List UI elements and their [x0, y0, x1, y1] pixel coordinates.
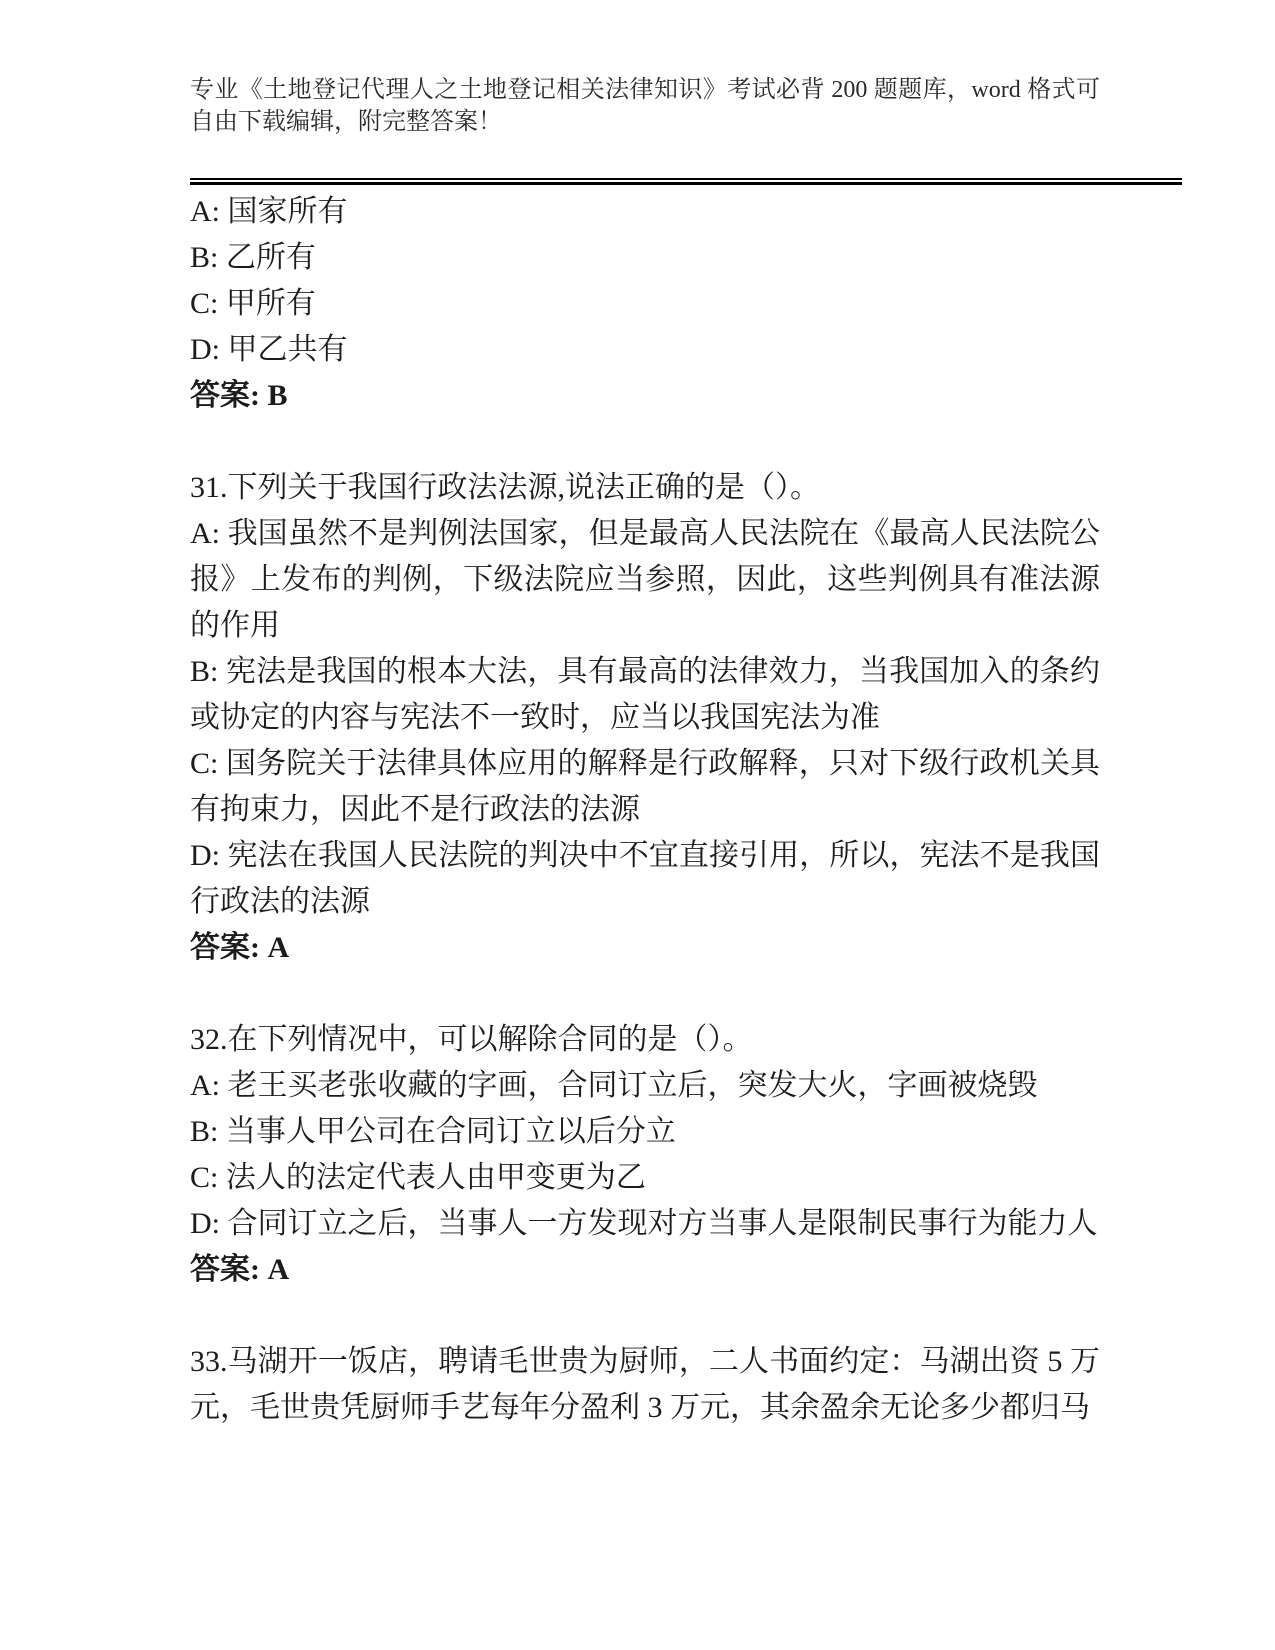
question-text: 32.在下列情况中，可以解除合同的是（）。 [190, 1023, 753, 1056]
question-block [190, 189, 1100, 419]
document-header-title: 专业《土地登记代理人之土地登记相关法律知识》考试必背 200 题题库，word 格式可自由下载编辑，附完整答案！ [190, 77, 1100, 135]
option-text: B: 乙所有 [190, 241, 316, 274]
option-text: B: 当事人甲公司在合同订立以后分立 [190, 1115, 676, 1148]
option-text: C: 国务院关于法律具体应用的解释是行政解释，只对下级行政机关具有拘束力，因此不是行政法的法源 [190, 747, 1100, 826]
question-list [190, 189, 1100, 1431]
option-text: A: 我国虽然不是判例法国家，但是最高人民法院在《最高人民法院公报》上发布的判例，下级法院应当参照，因此，这些判例具有准法源的作用 [190, 517, 1100, 642]
question-text: 31.下列关于我国行政法法源,说法正确的是（）。 [190, 471, 820, 504]
option-text: D: 宪法在我国人民法院的判决中不宜直接引用，所以，宪法不是我国行政法的法源 [190, 839, 1100, 918]
question-block [190, 1017, 1100, 1293]
question-text: 33.马湖开一饭店，聘请毛世贵为厨师，二人书面约定：马湖出资 5 万元，毛世贵凭厨师手艺每年分盈利 3 万元，其余盈余无论多少都归马 [190, 1345, 1100, 1424]
option-text: D: 甲乙共有 [190, 333, 348, 366]
option-text: A: 老王买老张收藏的字画，合同订立后，突发大火，字画被烧毁 [190, 1069, 1038, 1102]
option-text: C: 法人的法定代表人由甲变更为乙 [190, 1161, 646, 1194]
option-text: B: 宪法是我国的根本大法，具有最高的法律效力，当我国加入的条约或协定的内容与宪法不一致时，应当以我国宪法为准 [190, 655, 1100, 734]
option-text: D: 合同订立之后，当事人一方发现对方当事人是限制民事行为能力人 [190, 1207, 1098, 1240]
answer-text: 答案: A [190, 931, 290, 964]
question-block [190, 1339, 1100, 1431]
header-divider [190, 178, 1182, 185]
answer-text: 答案: B [190, 379, 288, 412]
option-text: C: 甲所有 [190, 287, 316, 320]
option-text: A: 国家所有 [190, 195, 348, 228]
answer-text: 答案: A [190, 1253, 290, 1286]
question-block [190, 465, 1100, 971]
